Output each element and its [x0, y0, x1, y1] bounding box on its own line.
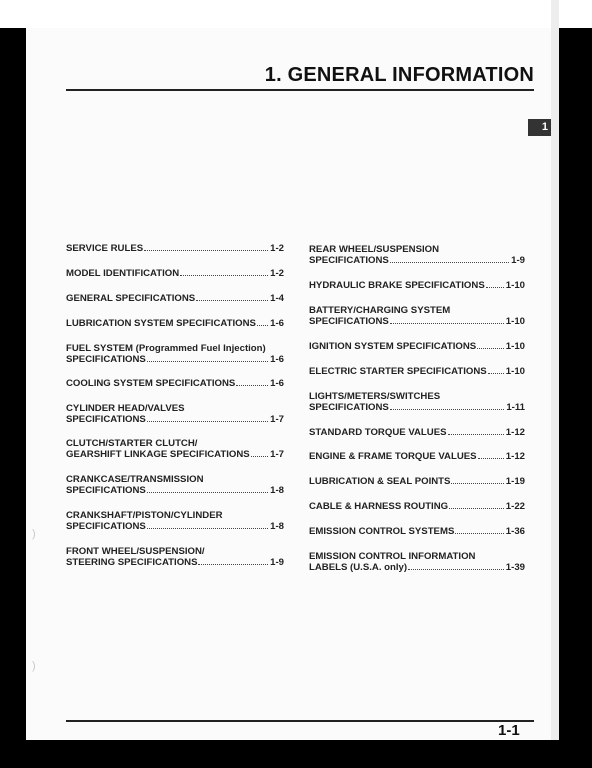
toc-entry-title-line: CABLE & HARNESS ROUTING — [309, 501, 449, 512]
leader-dots — [451, 483, 503, 484]
toc-entry-title-line: SPECIFICATIONS — [309, 255, 389, 266]
toc-entry-title-line: GEARSHIFT LINKAGE SPECIFICATIONS — [66, 449, 250, 460]
toc-entry-page: 1-7 — [270, 449, 284, 460]
toc-entry[interactable] — [309, 551, 525, 573]
leader-dots — [488, 373, 504, 374]
toc-entry-title-line: CRANKSHAFT/PISTON/CYLINDER — [66, 510, 223, 521]
toc-entry[interactable] — [66, 474, 284, 496]
toc-entry-page: 1-6 — [270, 318, 284, 329]
toc-entry-page: 1-12 — [505, 451, 525, 462]
toc-entry-title-line: ELECTRIC STARTER SPECIFICATIONS — [309, 366, 487, 377]
toc-entry-title-line: COOLING SYSTEM SPECIFICATIONS — [66, 378, 236, 389]
toc-entry-page: 1-9 — [511, 255, 525, 266]
leader-dots — [147, 492, 268, 493]
leader-dots — [486, 287, 504, 288]
toc-entry-page: 1-12 — [505, 427, 525, 438]
toc-entry[interactable] — [66, 546, 284, 568]
toc-entry-page: 1-2 — [270, 243, 284, 254]
leader-dots — [455, 533, 503, 534]
leader-dots — [449, 508, 504, 509]
toc-entry-page: 1-9 — [270, 557, 284, 568]
toc-entry[interactable] — [66, 318, 284, 329]
toc-entry-page: 1-10 — [505, 280, 525, 291]
leader-dots — [390, 409, 505, 410]
leader-dots — [478, 458, 504, 459]
toc-entry-page: 1-7 — [270, 414, 284, 425]
toc-entry-title-line: STANDARD TORQUE VALUES — [309, 427, 447, 438]
toc-entry-page: 1-6 — [270, 378, 284, 389]
toc-entry[interactable] — [66, 243, 284, 254]
toc-entry-title-line: CRANKCASE/TRANSMISSION — [66, 474, 204, 485]
leader-dots — [477, 348, 504, 349]
toc-entry[interactable] — [66, 293, 284, 304]
toc-entry-page: 1-10 — [505, 366, 525, 377]
toc-entry-title-line: LIGHTS/METERS/SWITCHES — [309, 391, 441, 402]
toc-entry[interactable] — [309, 280, 525, 291]
leader-dots — [196, 300, 268, 301]
toc-entry[interactable] — [66, 268, 284, 279]
leader-dots — [390, 262, 509, 263]
leader-dots — [144, 250, 268, 251]
toc-entry[interactable] — [309, 366, 525, 377]
toc-entry[interactable] — [309, 501, 525, 512]
leader-dots — [180, 275, 268, 276]
scan-mark: ) — [32, 660, 36, 672]
toc-entry-title-line: SERVICE RULES — [66, 243, 144, 254]
toc-entry-title-line: SPECIFICATIONS — [66, 485, 146, 496]
toc-entry-title-line: SPECIFICATIONS — [309, 402, 389, 413]
toc-entry-title-line: STEERING SPECIFICATIONS — [66, 557, 198, 568]
footer-page-number: 1-1 — [498, 722, 520, 739]
footer-rule — [66, 720, 534, 722]
toc-entry-title-line: IGNITION SYSTEM SPECIFICATIONS — [309, 341, 477, 352]
leader-dots — [251, 456, 268, 457]
toc-entry[interactable] — [309, 341, 525, 352]
toc-entry-page: 1-10 — [505, 316, 525, 327]
toc-entry-title-line: EMISSION CONTROL INFORMATION — [309, 551, 476, 562]
toc-entry-title-line: HYDRAULIC BRAKE SPECIFICATIONS — [309, 280, 485, 291]
toc-entry-title-line: CLUTCH/STARTER CLUTCH/ — [66, 438, 198, 449]
toc-entry[interactable] — [309, 427, 525, 438]
toc-entry-page: 1-39 — [505, 562, 525, 573]
leader-dots — [198, 564, 268, 565]
toc-entry[interactable] — [309, 476, 525, 487]
toc-entry[interactable] — [66, 510, 284, 532]
toc-entry-page: 1-11 — [506, 402, 525, 413]
toc-entry[interactable] — [66, 438, 284, 460]
toc-entry-title-line: REAR WHEEL/SUSPENSION — [309, 244, 440, 255]
toc-entry-title-line: GENERAL SPECIFICATIONS — [66, 293, 196, 304]
scan-mark: ) — [32, 528, 36, 540]
toc-entry-page: 1-8 — [270, 521, 284, 532]
toc-entry-title-line: FUEL SYSTEM (Programmed Fuel Injection) — [66, 343, 266, 354]
section-tab: 1 — [528, 119, 551, 136]
leader-dots — [257, 325, 268, 326]
toc-entry[interactable] — [66, 343, 284, 365]
toc-entry-page: 1-10 — [505, 341, 525, 352]
toc-entry[interactable] — [309, 305, 525, 327]
leader-dots — [408, 569, 504, 570]
toc-entry-page: 1-8 — [270, 485, 284, 496]
toc-entry-title-line: SPECIFICATIONS — [66, 521, 146, 532]
toc-entry-title-line: EMISSION CONTROL SYSTEMS — [309, 526, 455, 537]
toc-entry-title-line: SPECIFICATIONS — [66, 414, 146, 425]
toc-entry[interactable] — [309, 451, 525, 462]
leader-dots — [236, 385, 268, 386]
scan-border-right — [551, 0, 559, 740]
toc-entry[interactable] — [309, 526, 525, 537]
toc-entry-page: 1-6 — [270, 354, 284, 365]
toc-entry[interactable] — [309, 244, 525, 266]
toc-entry-page: 1-19 — [505, 476, 525, 487]
toc-entry-page: 1-36 — [505, 526, 525, 537]
leader-dots — [390, 323, 504, 324]
toc-entry[interactable] — [309, 391, 525, 413]
toc-entry-title-line: ENGINE & FRAME TORQUE VALUES — [309, 451, 477, 462]
toc-entry-page: 1-2 — [270, 268, 284, 279]
toc-entry-title-line: BATTERY/CHARGING SYSTEM — [309, 305, 451, 316]
toc-entry-title-line: LUBRICATION & SEAL POINTS — [309, 476, 451, 487]
title-rule — [66, 89, 534, 91]
leader-dots — [147, 361, 268, 362]
toc-entry-page: 1-4 — [270, 293, 284, 304]
chapter-title: 1. GENERAL INFORMATION — [264, 64, 534, 86]
scan-border-top — [0, 0, 592, 28]
leader-dots — [147, 421, 268, 422]
leader-dots — [147, 528, 268, 529]
toc-entry-page: 1-22 — [505, 501, 525, 512]
toc-entry-title-line: LABELS (U.S.A. only) — [309, 562, 408, 573]
toc-entry-title-line: FRONT WHEEL/SUSPENSION/ — [66, 546, 205, 557]
leader-dots — [448, 434, 504, 435]
toc-entry-title-line: SPECIFICATIONS — [309, 316, 389, 327]
toc-entry-title-line: LUBRICATION SYSTEM SPECIFICATIONS — [66, 318, 256, 329]
toc-entry[interactable] — [66, 378, 284, 389]
toc-entry-title-line: SPECIFICATIONS — [66, 354, 146, 365]
toc-entry-title-line: MODEL IDENTIFICATION — [66, 268, 180, 279]
toc-entry[interactable] — [66, 403, 284, 425]
toc-entry-title-line: CYLINDER HEAD/VALVES — [66, 403, 185, 414]
